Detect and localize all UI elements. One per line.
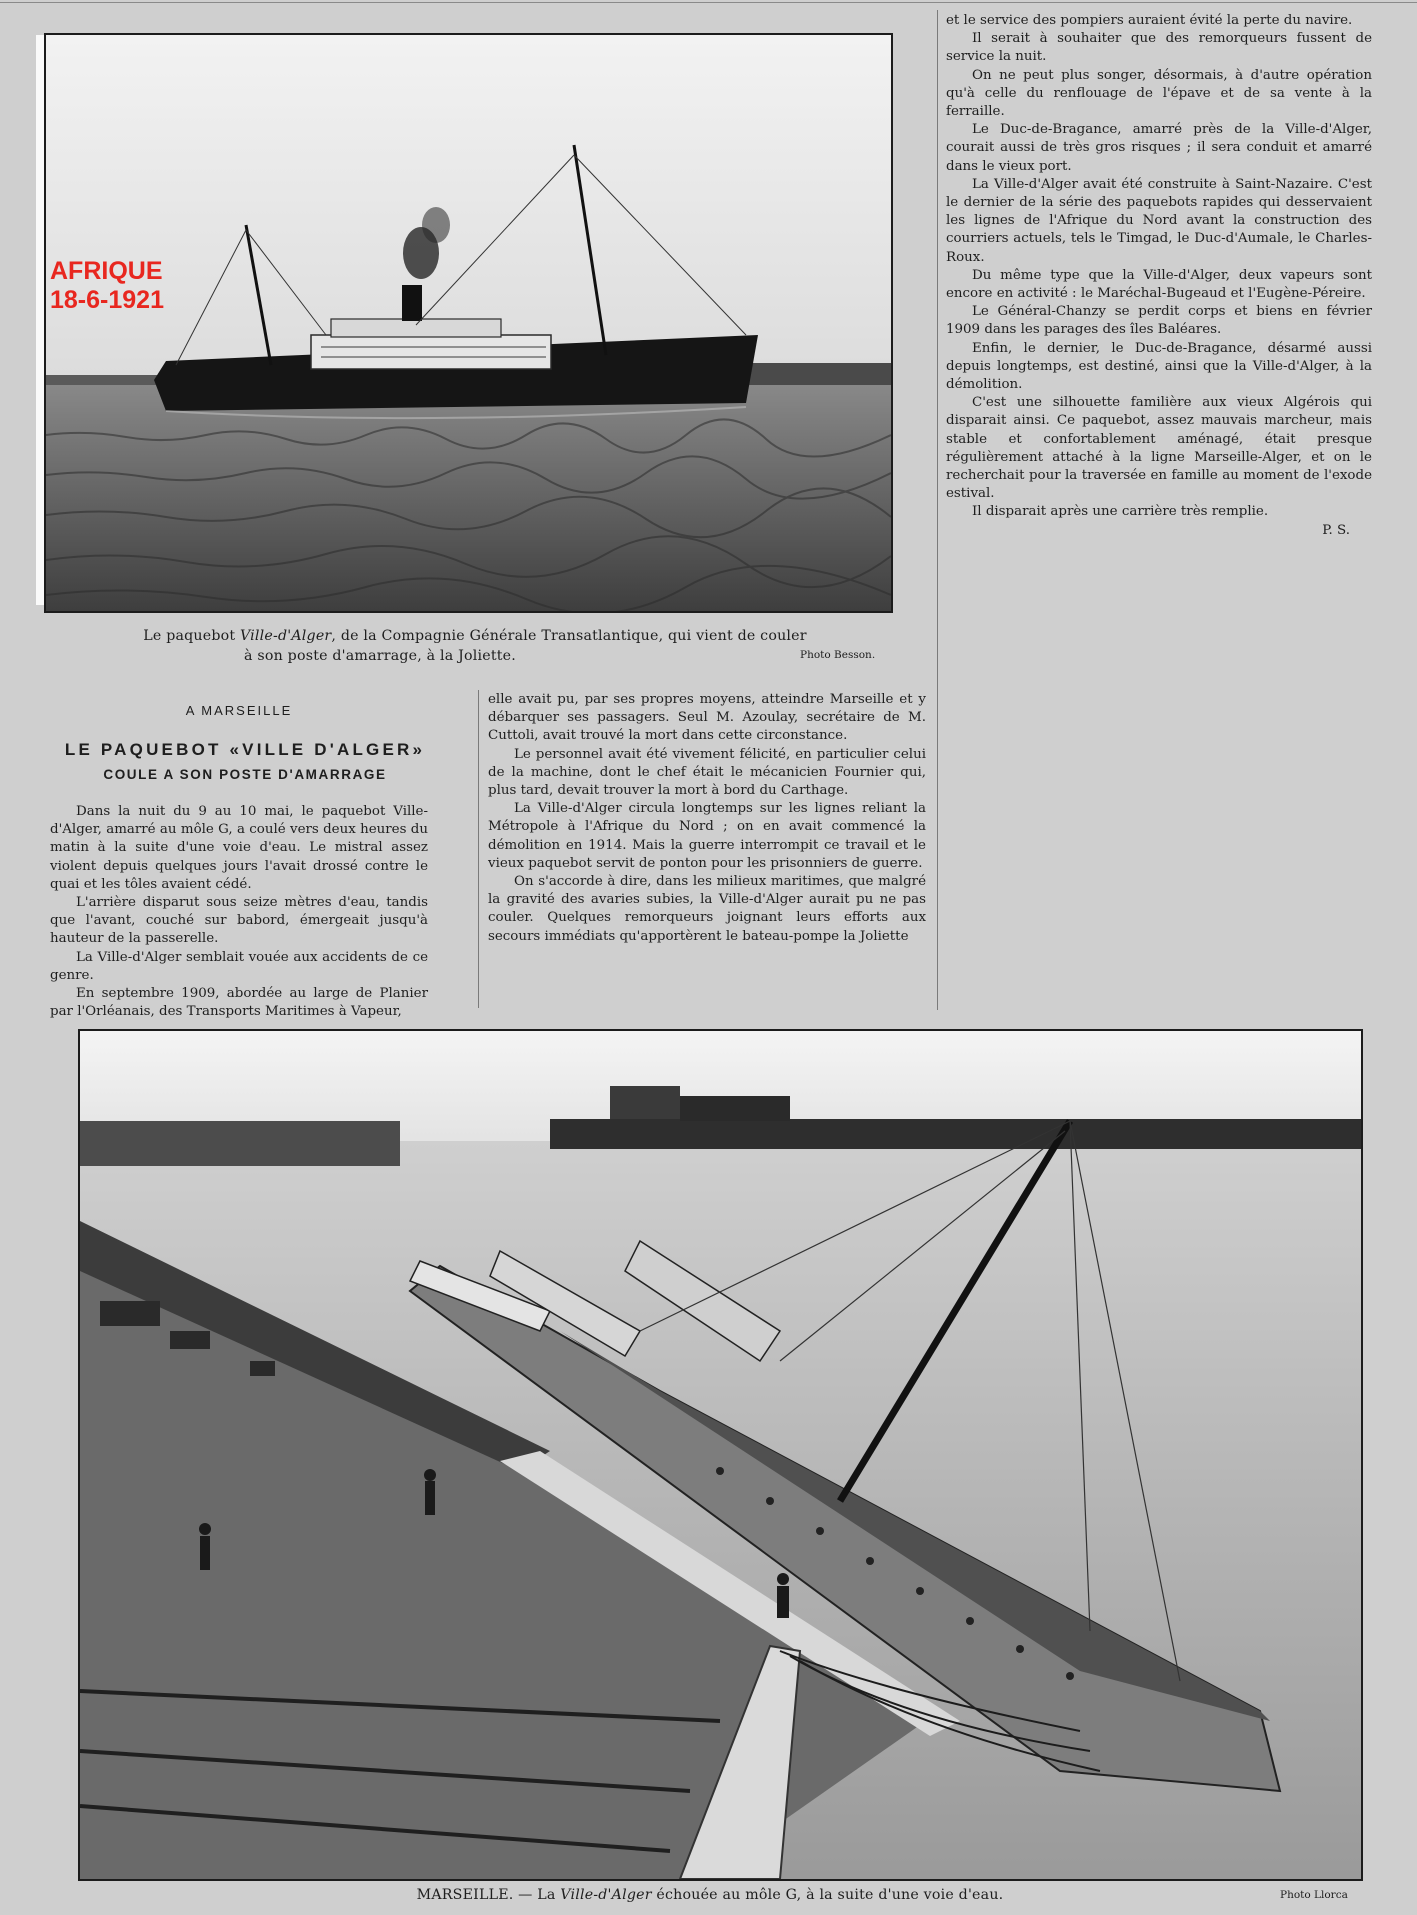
paragraph: On s'accorde à dire, dans les milieux maritimes, que malgré la gravité des avaries subies, la Ville-d'Alger aurait pu ne pas couler. Quelques remorqueurs joignant leurs efforts aux secours immédiats qu'apportèrent le bateau-pompe la Joliette [488,874,926,944]
photo-top-caption-line1 [60,627,890,646]
paragraph: La Ville-d'Alger avait été construite à Saint-Nazaire. C'est le dernier de la série des paquebots rapides qui desservaient les lignes de l'Afrique du Nord avant la construction des courriers actuels, tels le Timgad, le Duc-d'Aumale, le Charles-Roux. [946,176,1372,265]
caption-text: , de la Compagnie Générale Transatlantique, qui vient de couler [331,628,807,644]
paragraph: Il serait à souhaiter que des remorqueurs fussent de service la nuit. [946,31,1372,65]
paragraph: et le service des pompiers auraient évité la perte du navire. [946,13,1353,28]
paragraph: La Ville-d'Alger circula longtemps sur les lignes reliant la Métropole à l'Afrique du Nord ; on en avait commencé la démolition en 1914. Mais la guerre interrompit ce travail et le vieux paquebot servit de ponton pour les prisonniers de guerre. [488,801,926,871]
paragraph: Le Duc-de-Bragance, amarré près de la Ville-d'Alger, courait aussi de très gros risques ; il sera conduit et amarré dans le vieux port. [946,122,1372,174]
paragraph: On ne peut plus songer, désormais, à d'autre opération qu'à celle du renflouage de l'épave et de sa vente à la ferraille. [946,67,1372,120]
caption-text: Le paquebot [143,628,240,644]
column-divider [937,10,938,1010]
paragraph: Enfin, le dernier, le Duc-de-Bragance, désarmé aussi depuis longtemps, est destiné, ainsi que la Ville-d'Alger, à la démolition. [946,340,1372,393]
caption-text: MARSEILLE. — La [416,1887,561,1903]
article-column-2 [488,691,926,946]
caption-text: échouée au môle G, à la suite d'une voie d'eau. [651,1887,1004,1903]
article-column-3 [946,12,1372,540]
photo-top-credit: Photo Besson. [800,649,876,661]
photo-sunken-ship-at-quay [78,1029,1363,1881]
paragraph: Le Général-Chanzy se perdit corps et biens en février 1909 dans les parages des îles Baléares. [946,304,1372,338]
paragraph: Du même type que la Ville-d'Alger, deux vapeurs sont encore en activité : le Maréchal-Bugeaud et l'Eugène-Péreire. [946,267,1372,302]
article-subhead: COULE A SON POSTE D'AMARRAGE [103,767,387,782]
archive-stamp [50,257,164,315]
paragraph: Le personnel avait été vivement félicité, en particulier celui de la machine, dont le chef était le mécanicien Fournier qui, plus tard, devait trouver la mort à bord du Carthage. [488,746,926,799]
paragraph: C'est une silhouette familière aux vieux Algérois qui disparait ainsi. Ce paquebot, assez mauvais marcheur, mais stable et confortablement aménagé, était presque régulièrement attaché à la ligne Marseille-Alger, et on le recherchait pour la traversée en famille au moment de l'exode estival. [946,395,1372,502]
article-column-1 [50,803,428,1021]
paragraph: elle avait pu, par ses propres moyens, atteindre Marseille et y débarquer ses passagers. Seul M. Azoulay, secrétaire de M. Cuttoli, avait trouvé la mort dans cette circonstance. [488,692,926,744]
photo-top-caption-line2: à son poste d'amarrage, à la Joliette. [244,648,516,664]
article-signature: P. S. [1322,522,1350,538]
paragraph: Dans la nuit du 9 au 10 mai, le paquebot Ville-d'Alger, amarré au môle G, a coulé vers deux heures du matin à la suite d'une voie d'eau. Le mistral assez violent depuis quelques jours l'avait drossé contre le quai et les tôles avaient cédé. [50,804,428,892]
paragraph: En septembre 1909, abordée au large de Planier par l'Orléanais, des Transports Maritimes à Vapeur, [50,986,428,1020]
caption-ship-name: Ville-d'Alger [239,628,332,644]
caption-ship-name: Ville-d'Alger [560,1887,652,1903]
article-kicker: A MARSEILLE [185,703,293,718]
photo-steamship-underway [44,33,893,613]
photo-left-edge-strip [36,35,44,605]
paragraph: L'arrière disparut sous seize mètres d'eau, tandis que l'avant, couché sur babord, émergeait jusqu'à hauteur de la passerelle. [50,895,428,947]
stamp-date: 18-6-1921 [50,286,164,314]
page-top-rule [0,2,1417,3]
photo-bottom-caption [300,1886,1120,1905]
article-headline: LE PAQUEBOT «VILLE D'ALGER» [64,740,426,759]
photo-bottom-credit: Photo Llorca [1280,1889,1348,1901]
paragraph: La Ville-d'Alger semblait vouée aux accidents de ce genre. [50,949,428,983]
paragraph: Il disparait après une carrière très remplie. [972,504,1269,520]
column-divider [478,690,479,1008]
stamp-source: AFRIQUE [50,257,163,285]
